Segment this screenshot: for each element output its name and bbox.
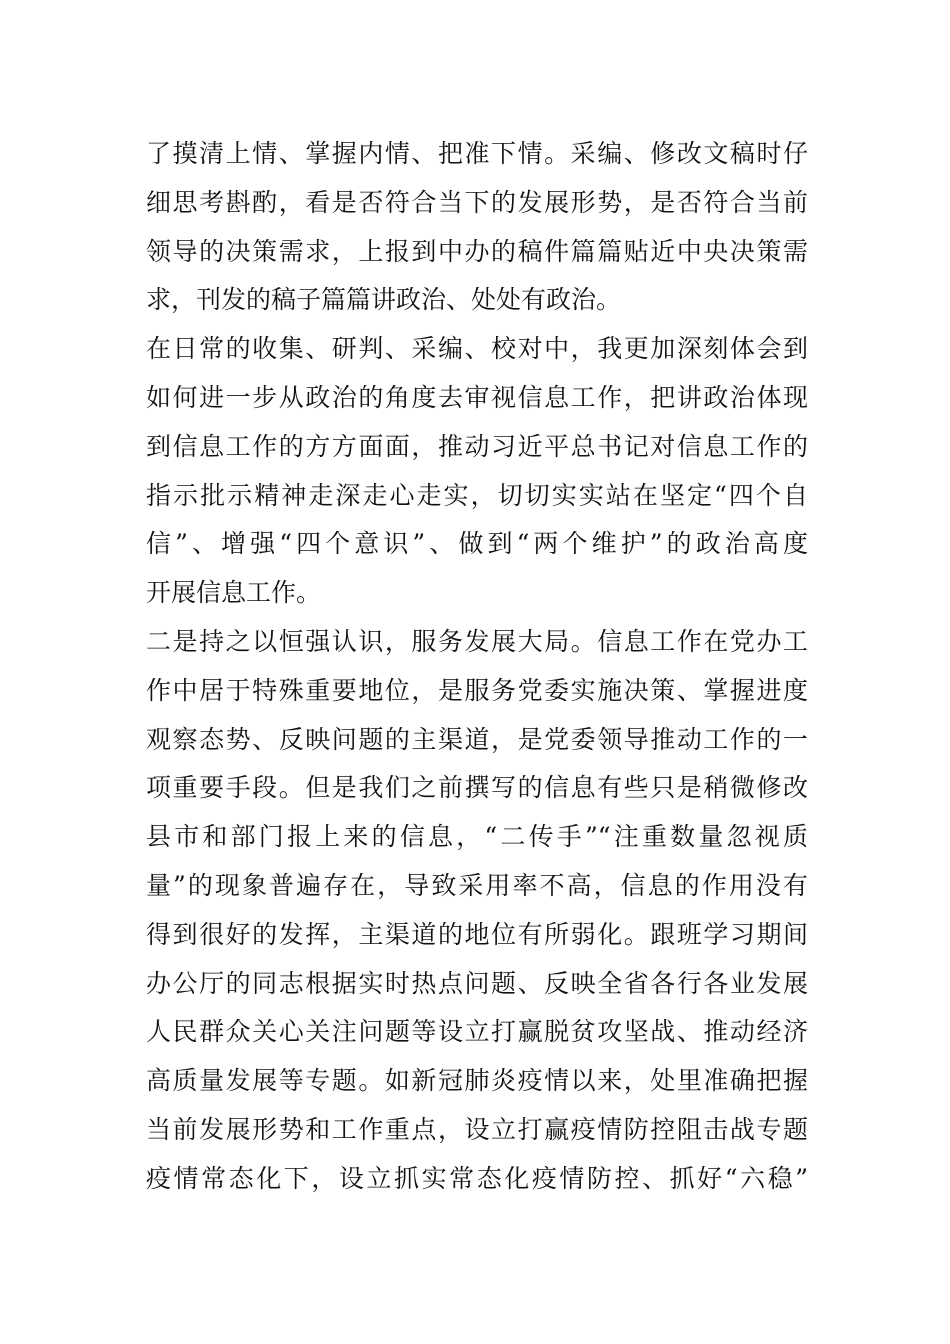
text-line: 观察态势、反映问题的主渠道，是党委领导推动工作的一: [146, 724, 808, 754]
text-line: 项重要手段。但是我们之前撰写的信息有些只是稍微修改: [146, 773, 808, 803]
text-line: 得到很好的发挥，主渠道的地位有所弱化。跟班学习期间: [146, 919, 808, 949]
text-line: 二是持之以恒强认识，服务发展大局。信息工作在党办工: [146, 626, 808, 656]
text-line: 高质量发展等专题。如新冠肺炎疫情以来，处里准确把握: [146, 1066, 808, 1096]
text-line: 当前发展形势和工作重点，设立打赢疫情防控阻击战专题: [146, 1114, 808, 1144]
text-line: 量”的现象普遍存在，导致采用率不高，信息的作用没有: [146, 870, 808, 900]
text-line: 如何进一步从政治的角度去审视信息工作，把讲政治体现: [146, 382, 808, 412]
text-line: 到信息工作的方方面面，推动习近平总书记对信息工作的: [146, 431, 808, 461]
text-line: 在日常的收集、研判、采编、校对中，我更加深刻体会到: [146, 334, 808, 364]
paragraph-2: [146, 325, 808, 618]
text-line: 指示批示精神走深走心走实，切切实实站在坚定“四个自: [146, 480, 808, 510]
text-line: 信”、增强“四个意识”、做到“两个维护”的政治高度: [146, 529, 808, 559]
text-line: 县市和部门报上来的信息，“二传手”“注重数量忽视质: [146, 822, 808, 852]
text-line: 人民群众关心关注问题等设立打赢脱贫攻坚战、推动经济: [146, 1017, 808, 1047]
text-line: 细思考斟酌，看是否符合当下的发展形势，是否符合当前: [146, 187, 808, 217]
text-line: 求，刊发的稿子篇篇讲政治、处处有政治。: [146, 285, 622, 315]
text-line: 疫情常态化下，设立抓实常态化疫情防控、抓好“六稳”: [146, 1163, 808, 1193]
paragraph-1: [146, 130, 808, 325]
document-body: [146, 130, 808, 1204]
text-line: 开展信息工作。: [146, 578, 322, 608]
text-line: 了摸清上情、掌握内情、把准下情。采编、修改文稿时仔: [146, 139, 808, 168]
text-line: 领导的决策需求，上报到中办的稿件篇篇贴近中央决策需: [146, 236, 808, 266]
text-line: 作中居于特殊重要地位，是服务党委实施决策、掌握进度: [146, 675, 808, 705]
paragraph-3: [146, 618, 808, 1204]
text-line: 办公厅的同志根据实时热点问题、反映全省各行各业发展: [146, 968, 808, 998]
